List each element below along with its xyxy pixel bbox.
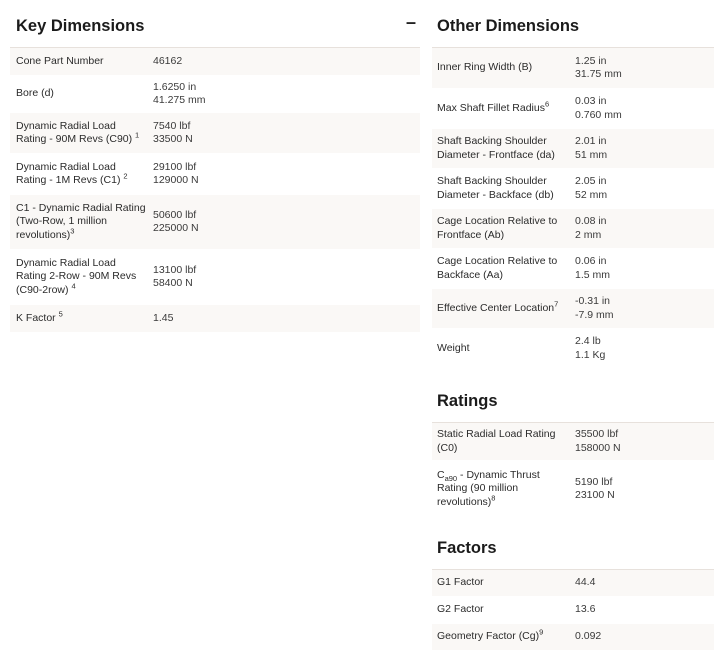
row-value: 2.4 lb 1.1 Kg bbox=[575, 335, 606, 361]
table-row bbox=[10, 195, 420, 250]
table-row bbox=[432, 289, 714, 329]
row-label: Cone Part Number bbox=[16, 54, 104, 67]
row-label: Inner Ring Width (B) bbox=[437, 61, 533, 74]
row-value: 13.6 bbox=[575, 603, 596, 616]
table-row bbox=[432, 169, 714, 209]
footnote-marker[interactable]: 1 bbox=[135, 130, 140, 140]
table-row bbox=[432, 129, 714, 169]
table-row bbox=[10, 154, 420, 195]
table-row bbox=[432, 209, 714, 249]
row-label: Static Radial Load Rating (C0) bbox=[437, 428, 556, 454]
footnote-marker[interactable]: 7 bbox=[554, 299, 559, 309]
row-value: 13100 lbf 58400 N bbox=[153, 263, 197, 289]
row-value: 50600 lbf 225000 N bbox=[153, 208, 199, 234]
row-label: G1 Factor bbox=[437, 576, 484, 589]
row-label: Shaft Backing Shoulder Diameter - Backface (db) bbox=[437, 175, 554, 201]
key-dimensions-header bbox=[10, 0, 420, 48]
row-value: 46162 bbox=[153, 54, 183, 67]
other-dimensions-table bbox=[432, 48, 714, 369]
row-label: Shaft Backing Shoulder Diameter - Frontface (da) bbox=[437, 135, 555, 161]
footnote-marker[interactable]: 4 bbox=[71, 281, 76, 291]
table-row bbox=[432, 461, 714, 518]
other-dimensions-title: Other Dimensions bbox=[437, 17, 580, 35]
table-row bbox=[432, 597, 714, 624]
key-dimensions-table bbox=[10, 48, 420, 333]
row-value: 35500 lbf 158000 N bbox=[575, 428, 621, 454]
key-dimensions-section bbox=[10, 0, 420, 333]
footnote-marker[interactable]: 6 bbox=[544, 99, 550, 109]
other-dimensions-section bbox=[432, 0, 714, 369]
row-label: Cage Location Relative to Backface (Aa) bbox=[437, 255, 558, 281]
footnote-marker[interactable]: 3 bbox=[70, 226, 75, 236]
ratings-header bbox=[432, 375, 714, 423]
row-value: 5190 lbf 23100 N bbox=[575, 475, 615, 501]
row-value: 0.06 in 1.5 mm bbox=[575, 255, 611, 281]
row-value: 1.6250 in 41.275 mm bbox=[153, 80, 206, 106]
row-label: Dynamic Radial Load Rating - 90M Revs (C90) $^1$ bbox=[16, 119, 140, 145]
row-label: C1 - Dynamic Radial Rating (Two-Row, 1 million revolutions)$^3$ bbox=[16, 201, 146, 241]
table-row bbox=[10, 48, 420, 76]
collapse-icon[interactable]: – bbox=[405, 12, 416, 32]
row-label: Geometry Factor $(Cg)^9$ bbox=[437, 627, 544, 643]
table-row bbox=[432, 570, 714, 597]
row-label: Bore (d) bbox=[16, 87, 54, 100]
table-row bbox=[10, 305, 420, 333]
row-label: Dynamic Radial Load Rating 2-Row - 90M Revs (C90-2row) $^4$ bbox=[16, 256, 137, 296]
row-label: $C_{a90}$ - Dynamic Thrust Rating (90 million revolutions)$^8$ bbox=[437, 468, 540, 508]
factors-header bbox=[432, 522, 714, 570]
table-row bbox=[10, 76, 420, 113]
row-label: Cage Location Relative to Frontface (Ab) bbox=[437, 215, 558, 241]
row-value: 0.03 in 0.760 mm bbox=[575, 95, 622, 121]
row-label: G2 Factor bbox=[437, 603, 484, 616]
right-column bbox=[432, 0, 714, 651]
table-row bbox=[10, 250, 420, 305]
row-label: Effective Center Location$^7$ bbox=[437, 299, 559, 314]
factors-table bbox=[432, 570, 714, 651]
table-row bbox=[432, 48, 714, 89]
key-dimensions-title: Key Dimensions bbox=[16, 17, 145, 35]
row-value: 2.05 in 52 mm bbox=[575, 175, 608, 201]
table-row bbox=[432, 624, 714, 651]
ratings-section bbox=[432, 375, 714, 518]
ratings-table bbox=[432, 423, 714, 518]
footnote-marker[interactable]: 2 bbox=[123, 171, 128, 181]
table-row bbox=[432, 329, 714, 369]
row-value: 7540 lbf 33500 N bbox=[153, 119, 193, 145]
footnote-marker[interactable]: 9 bbox=[539, 627, 544, 637]
row-value: 0.092 bbox=[575, 630, 602, 643]
footnote-marker[interactable]: 5 bbox=[58, 309, 63, 319]
row-value: 2.01 in 51 mm bbox=[575, 135, 608, 161]
row-value: 1.45 bbox=[153, 311, 174, 324]
row-value: -0.31 in -7.9 mm bbox=[575, 295, 614, 321]
table-row bbox=[432, 89, 714, 129]
row-label: Dynamic Radial Load Rating - 1M Revs (C1) $^2$ bbox=[16, 160, 128, 186]
factors-section bbox=[432, 522, 714, 651]
row-label: K Factor $^5$ bbox=[16, 309, 63, 324]
row-value: 1.25 in 31.75 mm bbox=[575, 54, 622, 80]
footnote-marker[interactable]: 8 bbox=[491, 493, 496, 503]
row-value: 44.4 bbox=[575, 576, 596, 589]
factors-title: Factors bbox=[437, 539, 497, 557]
row-label: Max Shaft Fillet Radius$^6$ bbox=[437, 99, 550, 114]
table-row bbox=[432, 423, 714, 461]
row-value: 0.08 in 2 mm bbox=[575, 215, 607, 241]
row-label: Weight bbox=[437, 341, 470, 354]
ratings-title: Ratings bbox=[437, 392, 498, 410]
table-row bbox=[432, 249, 714, 289]
table-row bbox=[10, 113, 420, 154]
other-dimensions-header bbox=[432, 0, 714, 48]
row-value: 29100 lbf 129000 N bbox=[153, 160, 199, 186]
